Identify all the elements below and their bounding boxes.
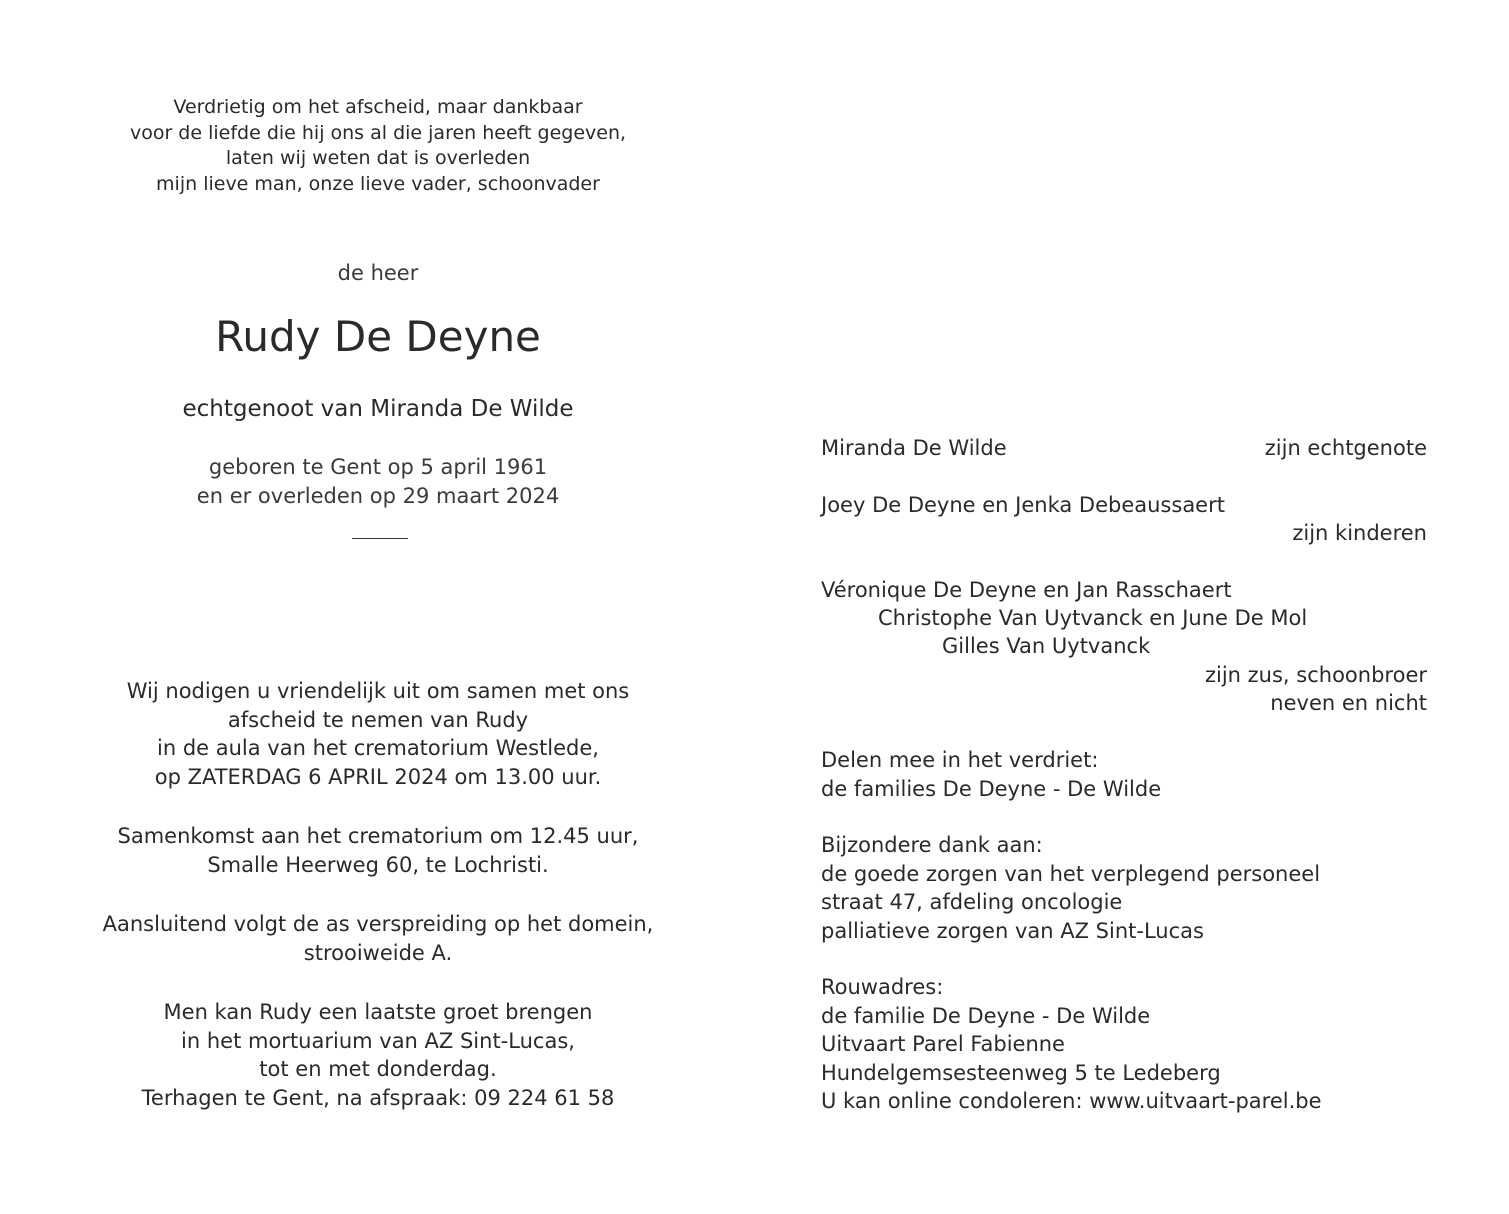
intro-line: Verdrietig om het afscheid, maar dankbaar bbox=[173, 96, 583, 118]
address-block bbox=[821, 973, 1427, 1116]
address-line: Rouwadres: bbox=[821, 975, 944, 999]
scattering-paragraph bbox=[60, 910, 696, 967]
ceremony-paragraph bbox=[60, 677, 696, 791]
visit-paragraph bbox=[60, 998, 696, 1112]
visit-line: tot en met donderdag. bbox=[259, 1057, 497, 1081]
spouse-role: zijn echtgenote bbox=[1264, 436, 1427, 460]
visit-line: Terhagen te Gent, na afspraak: 09 224 61 58 bbox=[141, 1085, 615, 1110]
share-line: Delen mee in het verdriet: bbox=[821, 748, 1099, 772]
thanks-line: de goede zorgen van het verplegend personeel bbox=[821, 861, 1321, 886]
address-line: Hundelgemsesteenweg 5 te Ledeberg bbox=[821, 1060, 1221, 1085]
siblings-role-1: zijn zus, schoonbroer bbox=[1204, 663, 1427, 687]
scattering-line: strooiweide A. bbox=[303, 940, 453, 965]
ceremony-line: Wij nodigen u vriendelijk uit om samen met ons bbox=[126, 679, 630, 703]
thanks-block bbox=[821, 831, 1427, 945]
thanks-line: palliatieve zorgen van AZ Sint-Lucas bbox=[821, 918, 1204, 943]
life-dates bbox=[60, 453, 696, 510]
deceased-name: Rudy De Deyne bbox=[215, 312, 541, 361]
siblings-line-1: Véronique De Deyne en Jan Rasschaert bbox=[821, 578, 1232, 602]
share-line: de families De Deyne - De Wilde bbox=[821, 776, 1162, 801]
address-line: de familie De Deyne - De Wilde bbox=[821, 1003, 1151, 1028]
ceremony-info bbox=[60, 677, 696, 1143]
ceremony-line: in de aula van het crematorium Westlede, bbox=[157, 736, 599, 760]
intro-line: laten wij weten dat is overleden bbox=[225, 147, 531, 169]
intro-text bbox=[60, 95, 696, 197]
honorific: de heer bbox=[337, 261, 419, 285]
spouse-line: echtgenoot van Miranda De Wilde bbox=[182, 396, 574, 422]
death-line: en er overleden op 29 maart 2024 bbox=[196, 483, 560, 508]
ceremony-line: afscheid te nemen van Rudy bbox=[227, 707, 529, 732]
children-names: Joey De Deyne en Jenka Debeaussaert bbox=[821, 493, 1225, 517]
address-line: Uitvaart Parel Fabienne bbox=[821, 1032, 1065, 1056]
siblings-line-2: Christophe Van Uytvanck en June De Mol bbox=[878, 606, 1308, 630]
gathering-line: Samenkomst aan het crematorium om 12.45 uur, bbox=[117, 824, 639, 848]
siblings-role-2: neven en nicht bbox=[1270, 691, 1427, 715]
siblings-line-3: Gilles Van Uytvanck bbox=[942, 634, 1151, 658]
children-role: zijn kinderen bbox=[1292, 521, 1427, 545]
share-block bbox=[821, 746, 1427, 803]
thanks-line: Bijzondere dank aan: bbox=[821, 833, 1043, 857]
divider bbox=[352, 538, 408, 539]
intro-line: voor de liefde die hij ons al die jaren heeft gegeven, bbox=[129, 121, 627, 144]
birth-line: geboren te Gent op 5 april 1961 bbox=[208, 455, 548, 479]
visit-line: Men kan Rudy een laatste groet brengen bbox=[163, 1000, 593, 1024]
intro-line: mijn lieve man, onze lieve vader, schoonvader bbox=[156, 172, 600, 195]
scattering-line: Aansluitend volgt de as verspreiding op het domein, bbox=[102, 912, 654, 936]
condolence-link[interactable]: U kan online condoleren: www.uitvaart-parel.be bbox=[821, 1089, 1322, 1113]
spouse-row bbox=[821, 434, 1427, 463]
ceremony-line: op ZATERDAG 6 APRIL 2024 om 13.00 uur. bbox=[154, 764, 602, 789]
gathering-line: Smalle Heerweg 60, te Lochristi. bbox=[207, 852, 549, 877]
thanks-line: straat 47, afdeling oncologie bbox=[821, 890, 1123, 914]
visit-line: in het mortuarium van AZ Sint-Lucas, bbox=[181, 1028, 575, 1053]
gathering-paragraph bbox=[60, 822, 696, 879]
spouse-name: Miranda De Wilde bbox=[821, 436, 1007, 460]
